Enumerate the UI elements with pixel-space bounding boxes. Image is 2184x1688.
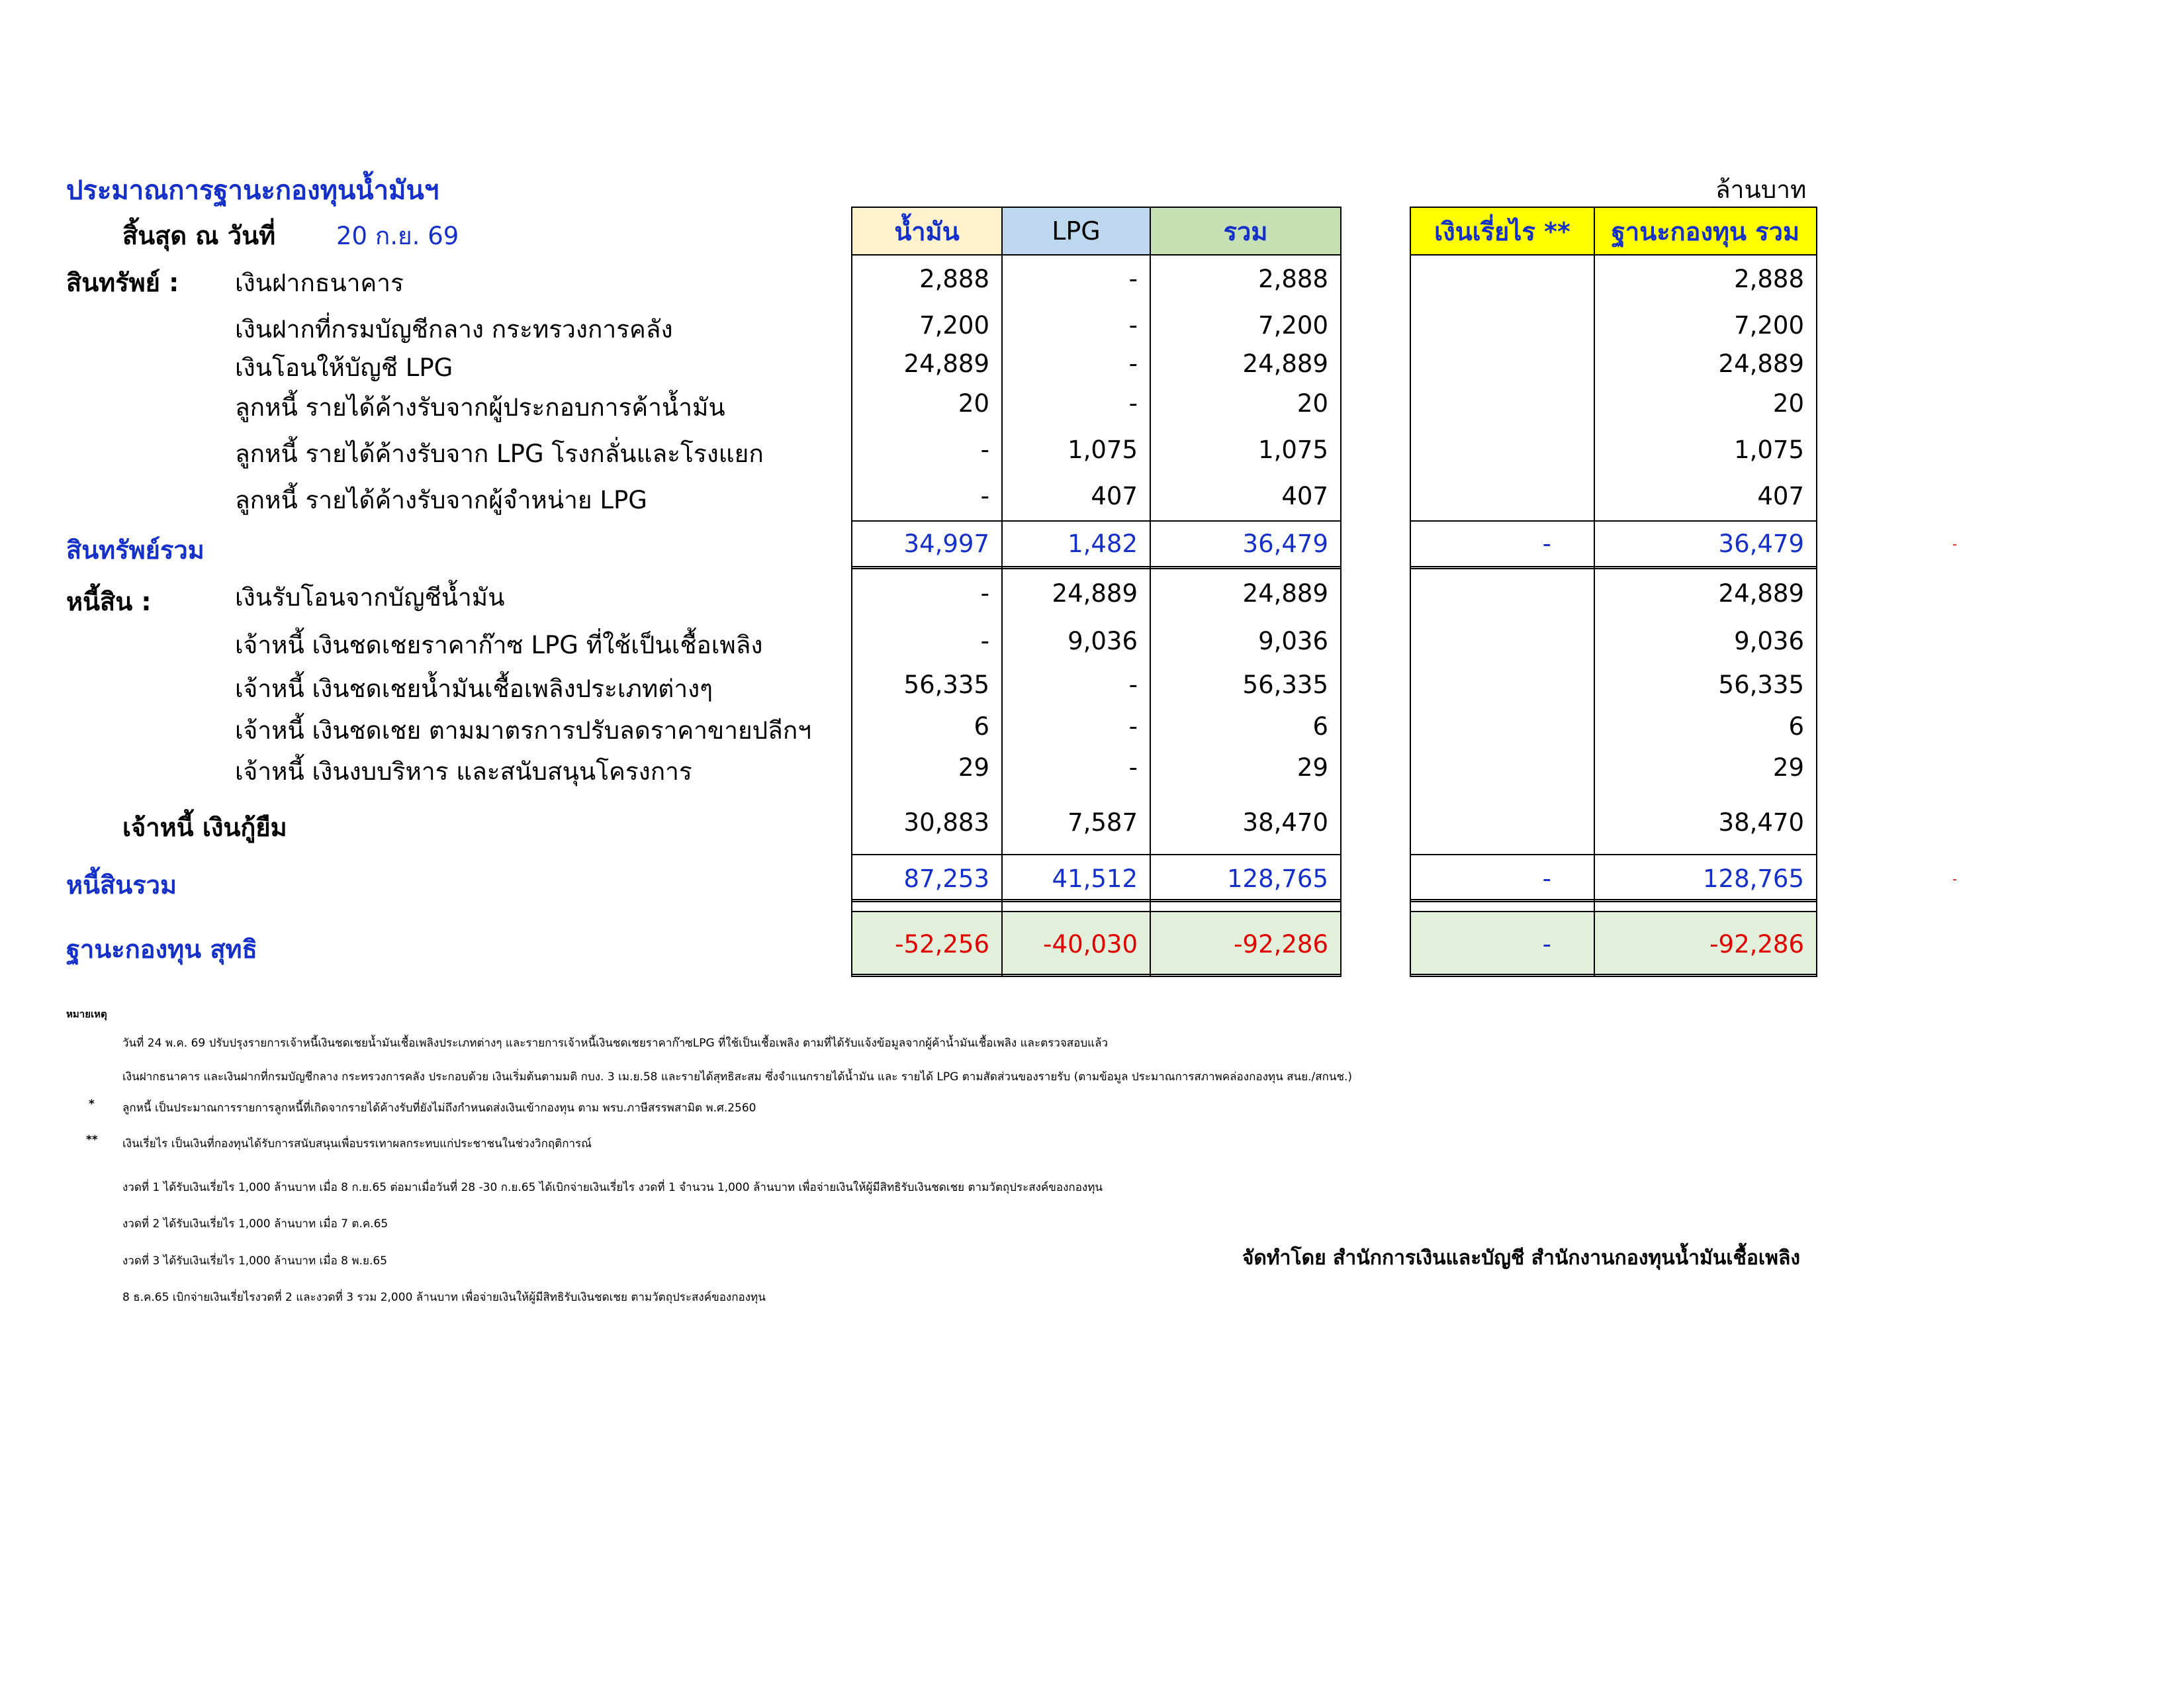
report-title: ประมาณการฐานะกองทุนน้ำมันฯ [66,175,439,206]
cell-total: 1,075 [1258,436,1328,464]
grid-line [1150,254,1151,976]
row-label: เจ้าหนี้ เงินงบบริหาร และสนับสนุนโครงการ [235,757,692,786]
cell-total: 6 [1312,712,1328,741]
cell-oil: 6 [974,712,989,741]
cell-fund: 36,479 [1718,530,1804,558]
note-line: ลูกหนี้ เป็นประมาณการรายการลูกหนี้ที่เกิดจากรายได้ค้างรับที่ยังไม่ถึงกำหนดส่งเงินเข้ากองทุน ตาม พรบ.ภาษีสรรพสามิต พ.ศ.2560 [122,1102,756,1115]
cell-total: 36,479 [1242,530,1328,558]
row-label: ลูกหนี้ รายได้ค้างรับจากผู้ประกอบการค้าน้ำมัน [235,393,725,422]
cell-oil: 2,888 [919,265,989,293]
grid-line [1816,254,1817,976]
row-label: ลูกหนี้ รายได้ค้างรับจาก LPG โรงกลั่นและโรงแยก [235,440,764,468]
col-header-lpg: LPG [1001,207,1151,256]
cell-fund: 9,036 [1734,627,1804,655]
cell-fund: 1,075 [1734,436,1804,464]
cell-lpg: 1,482 [1068,530,1138,558]
note-line: งวดที่ 1 ได้รับเงินเรี่ยไร 1,000 ล้านบาท เมื่อ 8 ก.ย.65 ต่อมาเมื่อวันที่ 28 -30 ก.ย.65 ได้เบิกจ่ายเงินเรี่ยไร งวดที่ 1 จำนวน 1,000 ล้านบาท เพื่อจ่ายเงินให้ผู้มีสิทธิรับเงินชดเชย ตามวัตถุประสงค์ของกองทุน [122,1181,1103,1194]
cell-total: 38,470 [1242,808,1328,837]
grid-line [851,254,852,976]
liab-total-top-line [1410,854,1817,855]
note-line: เงินฝากธนาคาร และเงินฝากที่กรมบัญชีกลาง กระทรวงการคลัง ประกอบด้วย เงินเริ่มต้นตามมติ กบง. 3 เม.ย.58 และรายได้สุทธิสะสม ซึ่งจำแนกรายได้น้ำมัน และ รายได้ LPG ตามสัดส่วนของรายรับ (ตามข้อมูล ประมาณการสภาพคล่องกองทุน สนย./สกนช.) [122,1070,1353,1084]
cell-fund: 24,889 [1718,350,1804,378]
side-mark: - [1952,871,1958,887]
row-label: เงินฝากที่กรมบัญชีกลาง กระทรวงการคลัง [235,315,673,344]
cell-oil: - [980,579,989,608]
cell-oil: - [980,627,989,655]
cell-fund: 6 [1788,712,1804,741]
cell-total: 407 [1281,482,1328,510]
net-bottom-double-line [851,974,1342,977]
note-line: งวดที่ 2 ได้รับเงินเรี่ยไร 1,000 ล้านบาท เมื่อ 7 ต.ค.65 [122,1217,388,1231]
cell-fund: 407 [1757,482,1804,510]
row-label: เจ้าหนี้ เงินชดเชยราคาก๊าซ LPG ที่ใช้เป็นเชื้อเพลิง [235,631,763,659]
cell-lpg: - [1128,712,1138,741]
cell-total: 56,335 [1242,671,1328,699]
grid-line [1001,254,1003,976]
note-line: วันที่ 24 พ.ค. 69 ปรับปรุงรายการเจ้าหนี้เงินชดเชยน้ำมันเชื้อเพลิงประเภทต่างๆ และรายการเจ้าหนี้เงินชดเชยราคาก๊าซLPG ที่ใช้เป็นเชื้อเพลิง ตามที่ได้รับแจ้งข้อมูลจากผู้ค้าน้ำมันเชื้อเพลิง และตรวจสอบแล้ว [122,1037,1109,1050]
cell-lpg: 41,512 [1052,865,1138,893]
net-bottom-double-line [1410,974,1817,977]
assets-total-label: สินทรัพย์รวม [66,536,205,565]
col-header-oil: น้ำมัน [851,207,1003,256]
cell-total: 24,889 [1242,350,1328,378]
cell-oil: 29 [958,753,989,782]
cell-oil: 20 [958,389,989,418]
row-label: เจ้าหนี้ เงินชดเชยน้ำมันเชื้อเพลิงประเภทต่างๆ [235,675,713,703]
cell-donation: - [1542,530,1551,558]
cell-lpg: - [1128,311,1138,340]
net-label: ฐานะกองทุน สุทธิ [66,935,257,964]
grid-line [1340,254,1342,976]
cell-oil: 7,200 [919,311,989,340]
liab-total-double-line [1410,899,1817,902]
cell-oil: 24,889 [903,350,989,378]
liab-total-top-line [851,854,1342,855]
cell-oil: - [980,436,989,464]
grid-line [1594,254,1595,976]
cell-fund: 2,888 [1734,265,1804,293]
assets-total-top-line [851,520,1342,522]
side-mark: - [1952,536,1958,552]
cell-lpg: 7,587 [1068,808,1138,837]
cell-oil: -52,256 [895,930,989,959]
cell-lpg: - [1128,350,1138,378]
grid-line [1150,911,1151,976]
col-header-fund-total: ฐานะกองทุน รวม [1594,207,1817,256]
cell-fund: 24,889 [1718,579,1804,608]
cell-donation: - [1542,865,1551,893]
assets-total-double-line [1410,566,1817,569]
row-label: เจ้าหนี้ เงินชดเชย ตามมาตรการปรับลดราคาขายปลีกฯ [235,716,812,745]
liab-total-double-line [851,899,1342,902]
assets-total-double-line [851,566,1342,569]
cell-total: 29 [1297,753,1328,782]
cell-fund: 38,470 [1718,808,1804,837]
col-header-donation: เงินเรี่ยไร ** [1410,207,1595,256]
note-line: 8 ธ.ค.65 เบิกจ่ายเงินเรี่ยไรงวดที่ 2 และงวดที่ 3 รวม 2,000 ล้านบาท เพื่อจ่ายเงินให้ผู้มีสิทธิรับเงินชดเชย ตามวัตถุประสงค์ของกองทุน [122,1291,766,1304]
grid-line [1594,911,1595,976]
cell-lpg: -40,030 [1043,930,1138,959]
row-label: ลูกหนี้ รายได้ค้างรับจากผู้จำหน่าย LPG [235,486,647,514]
cell-lpg: 407 [1091,482,1138,510]
cell-lpg: - [1128,671,1138,699]
row-label: เงินโอนให้บัญชี LPG [235,353,453,382]
cell-oil: 56,335 [903,671,989,699]
cell-total: 20 [1297,389,1328,418]
note-mark: * [89,1098,95,1111]
row-label: เงินฝากธนาคาร [235,269,404,297]
cell-donation: - [1542,930,1551,959]
grid-line [1001,911,1003,976]
note-mark: ** [86,1133,98,1147]
date-value: 20 ก.ย. 69 [336,222,459,250]
cell-oil: - [980,482,989,510]
grid-line [1410,254,1411,976]
net-top-line [851,911,1342,912]
cell-lpg: 9,036 [1068,627,1138,655]
cell-oil: 34,997 [903,530,989,558]
cell-total: 2,888 [1258,265,1328,293]
liabilities-total-label: หนี้สินรวม [66,870,177,900]
cell-lpg: 24,889 [1052,579,1138,608]
cell-total: 24,889 [1242,579,1328,608]
cell-total: 7,200 [1258,311,1328,340]
cell-lpg: - [1128,753,1138,782]
note-line: เงินเรี่ยไร เป็นเงินที่กองทุนได้รับการสนับสนุนเพื่อบรรเทาผลกระทบแก่ประชาชนในช่วงวิกฤติการณ์ [122,1137,592,1150]
cell-fund: 56,335 [1718,671,1804,699]
cell-lpg: - [1128,389,1138,418]
cell-lpg: - [1128,265,1138,293]
cell-fund: 128,765 [1702,865,1804,893]
cell-fund: 7,200 [1734,311,1804,340]
cell-total: 9,036 [1258,627,1328,655]
cell-oil: 87,253 [903,865,989,893]
note-line: งวดที่ 3 ได้รับเงินเรี่ยไร 1,000 ล้านบาท เมื่อ 8 พ.ย.65 [122,1254,388,1268]
liabilities-section-label: หนี้สิน : [66,587,152,616]
assets-total-top-line [1410,520,1817,522]
cell-fund: 20 [1772,389,1804,418]
assets-section-label: สินทรัพย์ : [66,268,179,297]
net-top-line [1410,911,1817,912]
cell-oil: 30,883 [903,808,989,837]
unit-label: ล้านบาท [1715,175,1807,204]
cell-fund: 29 [1772,753,1804,782]
prepared-by: จัดทำโดย สำนักการเงินและบัญชี สำนักงานกองทุนน้ำมันเชื้อเพลิง [1242,1246,1800,1270]
row-label: เจ้าหนี้ เงินกู้ยืม [122,813,287,842]
col-header-total: รวม [1150,207,1342,256]
row-label: เงินรับโอนจากบัญชีน้ำมัน [235,583,505,612]
cell-fund: -92,286 [1709,930,1804,959]
cell-lpg: 1,075 [1068,436,1138,464]
cell-total: -92,286 [1234,930,1328,959]
notes-heading: หมายเหตุ [66,1008,107,1020]
date-label: สิ้นสุด ณ วันที่ [122,221,276,250]
cell-total: 128,765 [1226,865,1328,893]
